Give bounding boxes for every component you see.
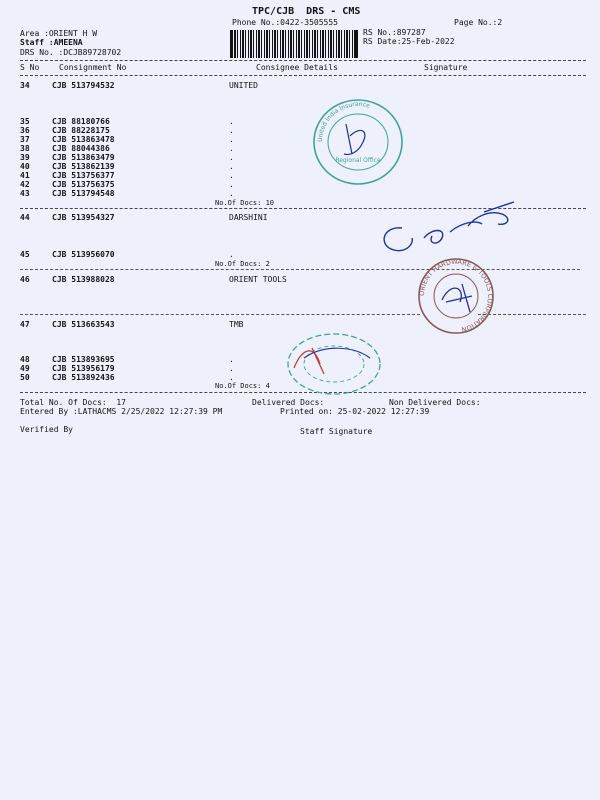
row-consignment: CJB 513663543 xyxy=(52,320,115,329)
seal-text: United India Insurance xyxy=(316,100,371,143)
row-sno: 50 xyxy=(20,373,30,382)
non-delivered-docs: Non Delivered Docs: xyxy=(389,398,481,407)
divider xyxy=(20,314,420,315)
row-sno: 39 xyxy=(20,153,30,162)
divider xyxy=(20,269,580,270)
row-sno: 41 xyxy=(20,171,30,180)
row-consignment: CJB 513794532 xyxy=(52,81,115,90)
docs-count: No.Of Docs: 2 xyxy=(215,260,270,268)
area-label: Area :ORIENT H W xyxy=(20,29,98,38)
rs-number: RS No.:897287 xyxy=(363,28,426,37)
row-sno: 34 xyxy=(20,81,30,90)
printed-on: Printed on: 25-02-2022 12:27:39 xyxy=(280,407,430,416)
row-sno: 45 xyxy=(20,250,30,259)
barcode xyxy=(230,30,358,58)
row-consignment: CJB 88228175 xyxy=(52,126,110,135)
row-sno: 46 xyxy=(20,275,30,284)
staff-signature: Staff Signature xyxy=(300,427,373,436)
bank-seal-stamp xyxy=(284,328,384,394)
row-consignment: CJB 513956070 xyxy=(52,250,115,259)
row-consignment: CJB 513892436 xyxy=(52,373,115,382)
row-dot: . xyxy=(229,135,234,144)
staff-label: Staff :AMEENA xyxy=(20,38,83,47)
drs-number: DRS No. :DCJB89728702 xyxy=(20,48,122,57)
report-title: TPC/CJB DRS - CMS xyxy=(252,6,361,17)
col-signature: Signature xyxy=(424,63,468,72)
row-consignment: CJB 513988028 xyxy=(52,275,115,284)
col-consignment: Consignment No xyxy=(59,63,127,72)
row-dot: . xyxy=(229,189,234,198)
seal-text: Regional Office xyxy=(335,157,381,164)
row-sno: 35 xyxy=(20,117,30,126)
row-consignment: CJB 513756375 xyxy=(52,180,115,189)
row-sno: 47 xyxy=(20,320,30,329)
verified-by: Verified By xyxy=(20,425,73,434)
col-consignee: Consignee Details xyxy=(256,63,338,72)
phone-number: Phone No.:0422-3505555 xyxy=(232,18,338,27)
row-dot: . xyxy=(229,373,234,382)
row-dot: . xyxy=(229,117,234,126)
entered-by: Entered By :LATHACMS 2/25/2022 12:27:39 PM xyxy=(20,407,223,416)
row-sno: 44 xyxy=(20,213,30,222)
row-sno: 49 xyxy=(20,364,30,373)
row-consignment: CJB 513956179 xyxy=(52,364,115,373)
row-sno: 37 xyxy=(20,135,30,144)
row-consignment: CJB 88180766 xyxy=(52,117,110,126)
consignee-name: TMB xyxy=(229,320,244,329)
docs-count: No.Of Docs: 4 xyxy=(215,382,270,390)
row-dot: . xyxy=(229,180,234,189)
row-sno: 48 xyxy=(20,355,30,364)
row-consignment: CJB 513954327 xyxy=(52,213,115,222)
docs-count: No.Of Docs: 10 xyxy=(215,199,275,207)
insurance-seal-stamp xyxy=(310,96,406,188)
row-sno: 36 xyxy=(20,126,30,135)
company-seal-stamp xyxy=(416,256,496,336)
row-dot: . xyxy=(229,171,234,180)
row-sno: 38 xyxy=(20,144,30,153)
divider xyxy=(20,60,586,61)
rs-date: RS Date:25-Feb-2022 xyxy=(363,37,455,46)
page-number: Page No.:2 xyxy=(454,18,503,27)
seal-text: ORIENT HARDWARE & TOOLS CORPORATION xyxy=(417,257,495,334)
row-consignment: CJB 88044386 xyxy=(52,144,110,153)
row-dot: . xyxy=(229,355,234,364)
row-dot: . xyxy=(229,250,234,259)
divider xyxy=(20,75,586,76)
consignee-name: ORIENT TOOLS xyxy=(229,275,287,284)
row-sno: 40 xyxy=(20,162,30,171)
row-dot: . xyxy=(229,162,234,171)
consignee-name: DARSHINI xyxy=(229,213,268,222)
row-consignment: CJB 513863479 xyxy=(52,153,115,162)
row-dot: . xyxy=(229,364,234,373)
row-dot: . xyxy=(229,126,234,135)
row-consignment: CJB 513756377 xyxy=(52,171,115,180)
delivered-docs: Delivered Docs: xyxy=(252,398,325,407)
handwritten-signature xyxy=(372,198,522,258)
svg-text:United India Insurance xyxy=(317,101,371,142)
row-dot: . xyxy=(229,153,234,162)
row-sno: 43 xyxy=(20,189,30,198)
row-sno: 42 xyxy=(20,180,30,189)
row-dot: . xyxy=(229,144,234,153)
col-sno: S No xyxy=(20,63,40,72)
row-consignment: CJB 513893695 xyxy=(52,355,115,364)
row-consignment: CJB 513863478 xyxy=(52,135,115,144)
consignee-name: UNITED xyxy=(229,81,258,90)
row-consignment: CJB 513862139 xyxy=(52,162,115,171)
total-docs: Total No. Of Docs: 17 xyxy=(20,398,126,407)
row-consignment: CJB 513794548 xyxy=(52,189,115,198)
